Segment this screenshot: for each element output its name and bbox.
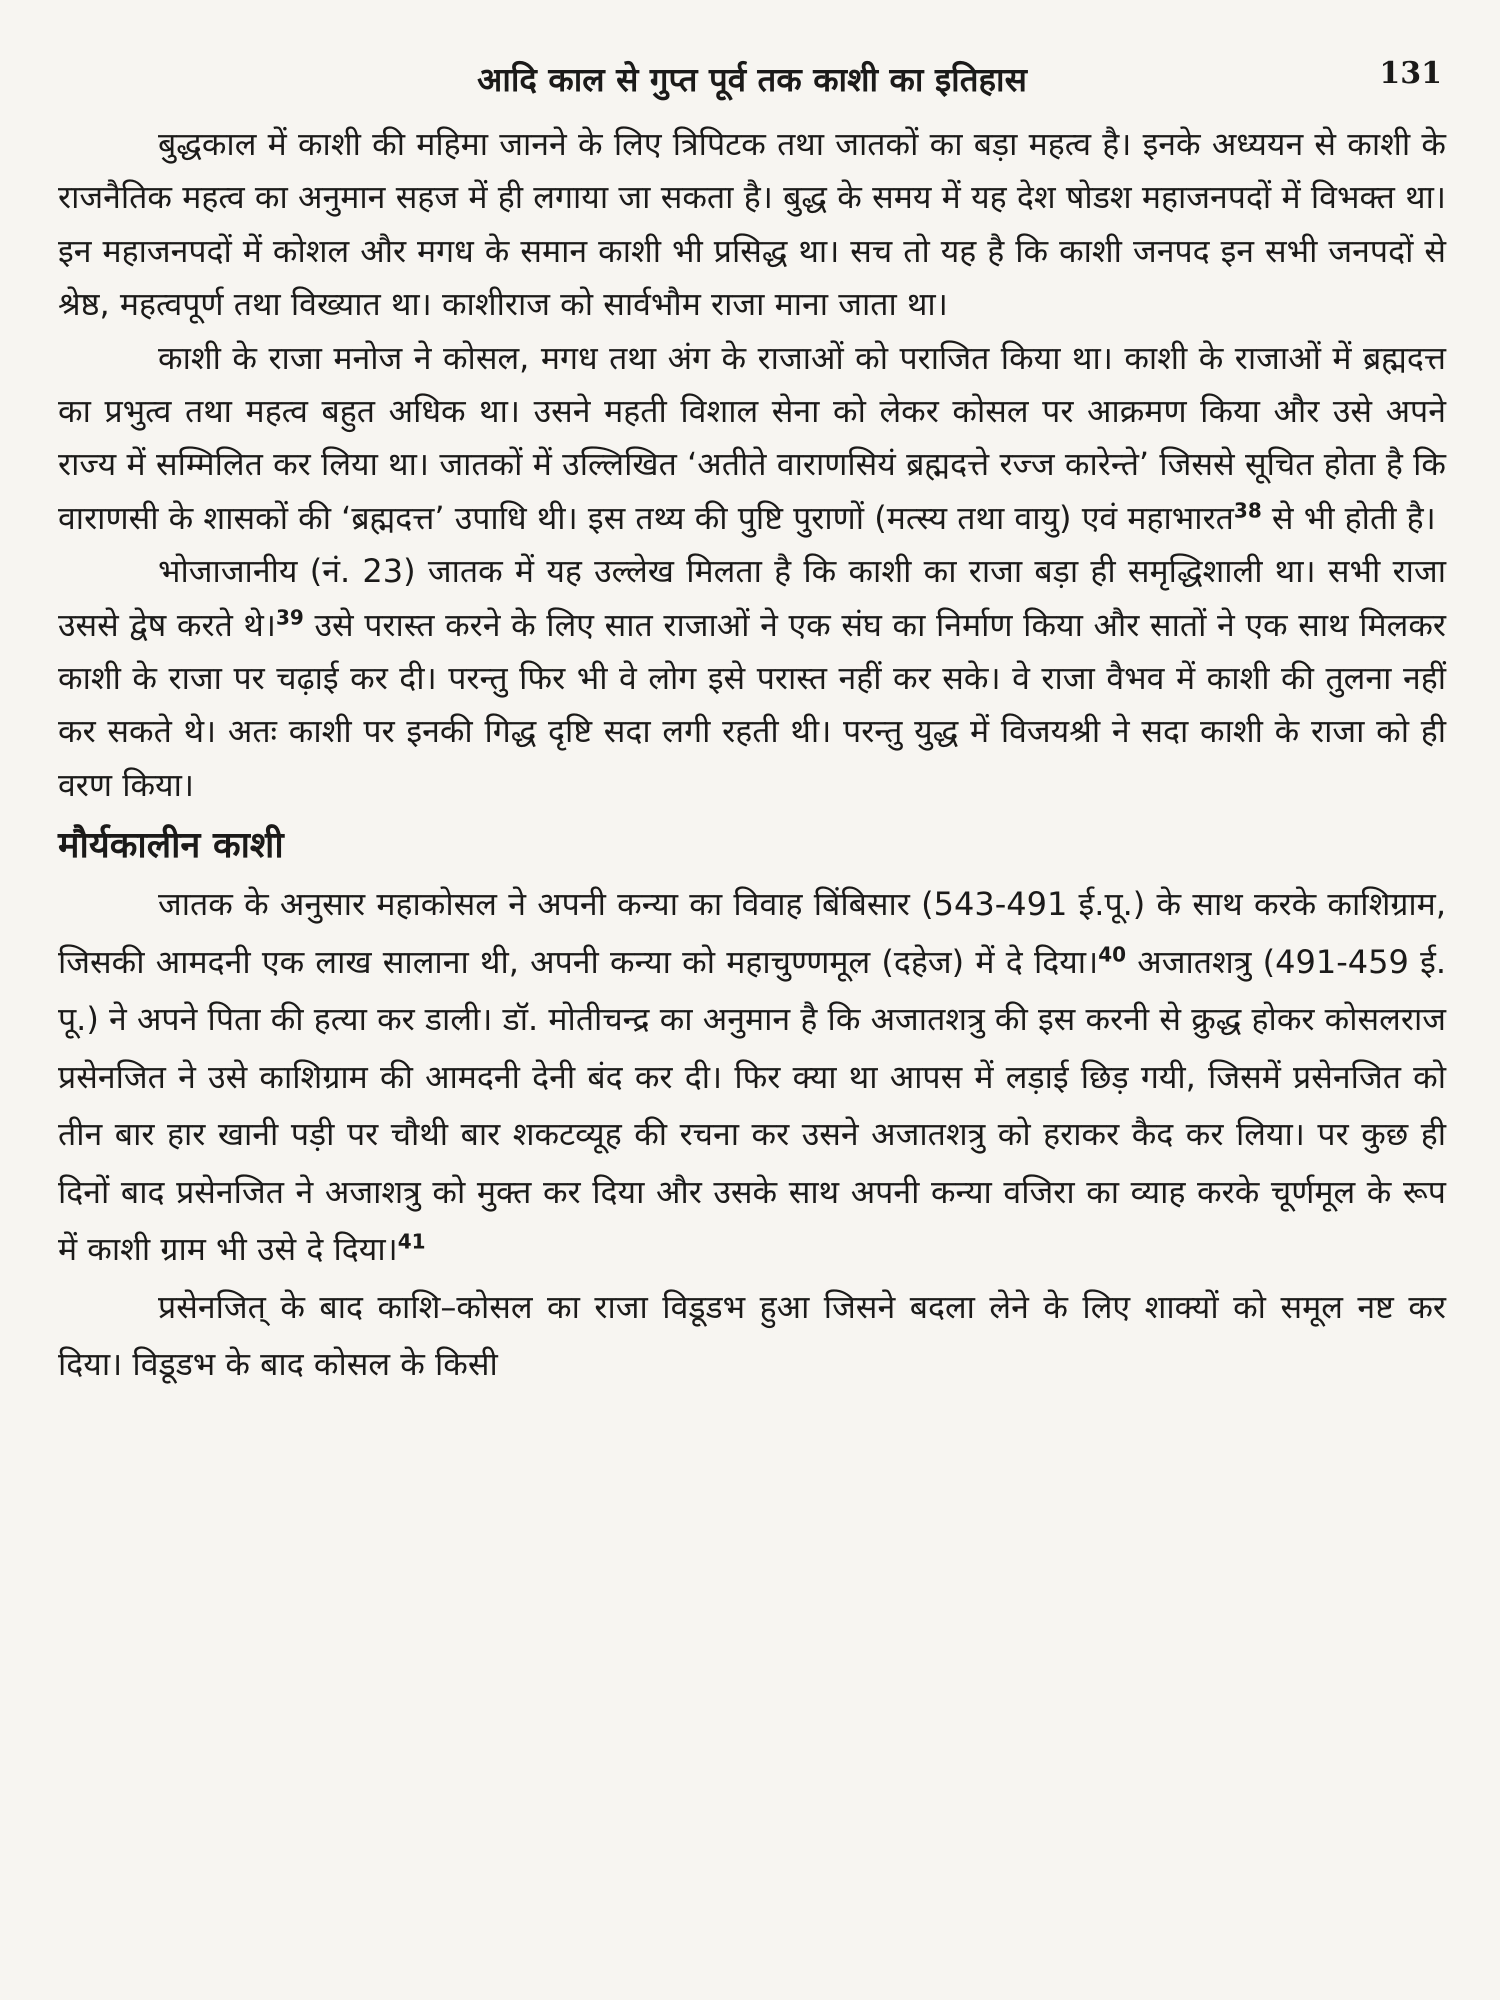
paragraph-king-manoj <box>58 332 1446 546</box>
paragraph-text: से भी होती है। <box>1261 498 1436 537</box>
paragraph-mahakosala <box>58 876 1446 1279</box>
footnote-ref: 40 <box>1098 942 1127 967</box>
paragraph-text: काशी के राजा मनोज ने कोसल, मगध तथा अंग के राजाओं को पराजित किया था। काशी के राजाओं में ब्रह्मदत्त का प्रभुत्व तथा महत्व बहुत अधिक था। उसने महती विशाल सेना को लेकर कोसल पर आक्रमण किया और उसे अपने राज्य में सम्मिलित कर लिया था। जातकों में उल्लिखित ‘अतीते वाराणसियं ब्रह्मदत्ते रज्ज कारेन्ते’ जिससे सूचित होता है कि वाराणसी के शासकों की ‘ब्रह्मदत्त’ उपाधि थी। इस तथ्य की पुष्टि पुराणों (मत्स्य तथा वायु) एवं महाभारत <box>58 338 1446 537</box>
page-number: 131 <box>1379 56 1442 91</box>
paragraph-text: अजातशत्रु (491-459 ई. पू.) ने अपने पिता की हत्या कर डाली। डॉ. मोतीचन्द्र का अनुमान है कि अजातशत्रु की इस करनी से क्रुद्ध होकर कोसलराज प्रसेनजित ने उसे काशिग्राम की आमदनी देनी बंद कर दी। फिर क्या था आपस में लड़ाई छिड़ गयी, जिसमें प्रसेनजित को तीन बार हार खानी पड़ी पर चौथी बार शकटव्यूह की रचना कर उसने अजातशत्रु को हराकर कैद कर लिया। पर कुछ ही दिनों बाद प्रसेनजित ने अजाशत्रु को मुक्त कर दिया और उसके साथ अपनी कन्या वजिरा का व्याह करके चूर्णमूल के रूप में काशी ग्राम भी उसे दे दिया। <box>58 942 1446 1269</box>
paragraph-text: उसे परास्त करने के लिए सात राजाओं ने एक संघ का निर्माण किया और सातों ने एक साथ मिलकर काशी के राजा पर चढ़ाई कर दी। परन्तु फिर भी वे लोग इसे परास्त नहीं कर सके। वे राजा वैभव में काशी की तुलना नहीं कर सकते थे। अतः काशी पर इनकी गिद्ध दृष्टि सदा लगी रहती थी। परन्तु युद्ध में विजयश्री ने सदा काशी के राजा को ही वरण किया। <box>58 605 1447 804</box>
paragraph-buddha-period: बुद्धकाल में काशी की महिमा जानने के लिए त्रिपिटक तथा जातकों का बड़ा महत्व है। इनके अध्ययन से काशी के राजनैतिक महत्व का अनुमान सहज में ही लगाया जा सकता है। बुद्ध के समय में यह देश षोडश महाजनपदों में विभक्त था। इन महाजनपदों में कोशल और मगध के समान काशी भी प्रसिद्ध था। सच तो यह है कि काशी जनपद इन सभी जनपदों से श्रेष्ठ, महत्वपूर्ण तथा विख्यात था। काशीराज को सार्वभौम राजा माना जाता था। <box>58 125 1446 324</box>
footnote-ref: 39 <box>276 605 304 629</box>
paragraph-vidudabha: प्रसेनजित् के बाद काशि–कोसल का राजा विडूडभ हुआ जिसने बदला लेने के लिए शाक्यों को समूल नष्ट कर दिया। विडूडभ के बाद कोसल के किसी <box>58 1287 1446 1384</box>
running-head <box>58 56 1446 118</box>
section-heading: मौर्यकालीन काशी <box>58 825 284 867</box>
footnote-ref: 41 <box>397 1229 426 1254</box>
paragraph-text: भोजाजानीय (नं. 23) जातक में यह उल्लेख मिलता है कि काशी का राजा बड़ा ही समृद्धिशाली था। सभी राजा उससे द्वेष करते थे। <box>58 552 1446 644</box>
footnote-ref: 38 <box>1233 498 1262 523</box>
paragraph-bhojajaniya <box>58 545 1446 812</box>
running-title: आदि काल से गुप्त पूर्व तक काशी का इतिहास <box>477 60 1027 99</box>
paragraph-text: जातक के अनुसार महाकोसल ने अपनी कन्या का विवाह बिंबिसार (543-491 ई.पू.) के साथ करके काशिग्राम, जिसकी आमदनी एक लाख सालाना थी, अपनी कन्या को महाचुण्णमूल (दहेज) में दे दिया। <box>58 885 1446 981</box>
